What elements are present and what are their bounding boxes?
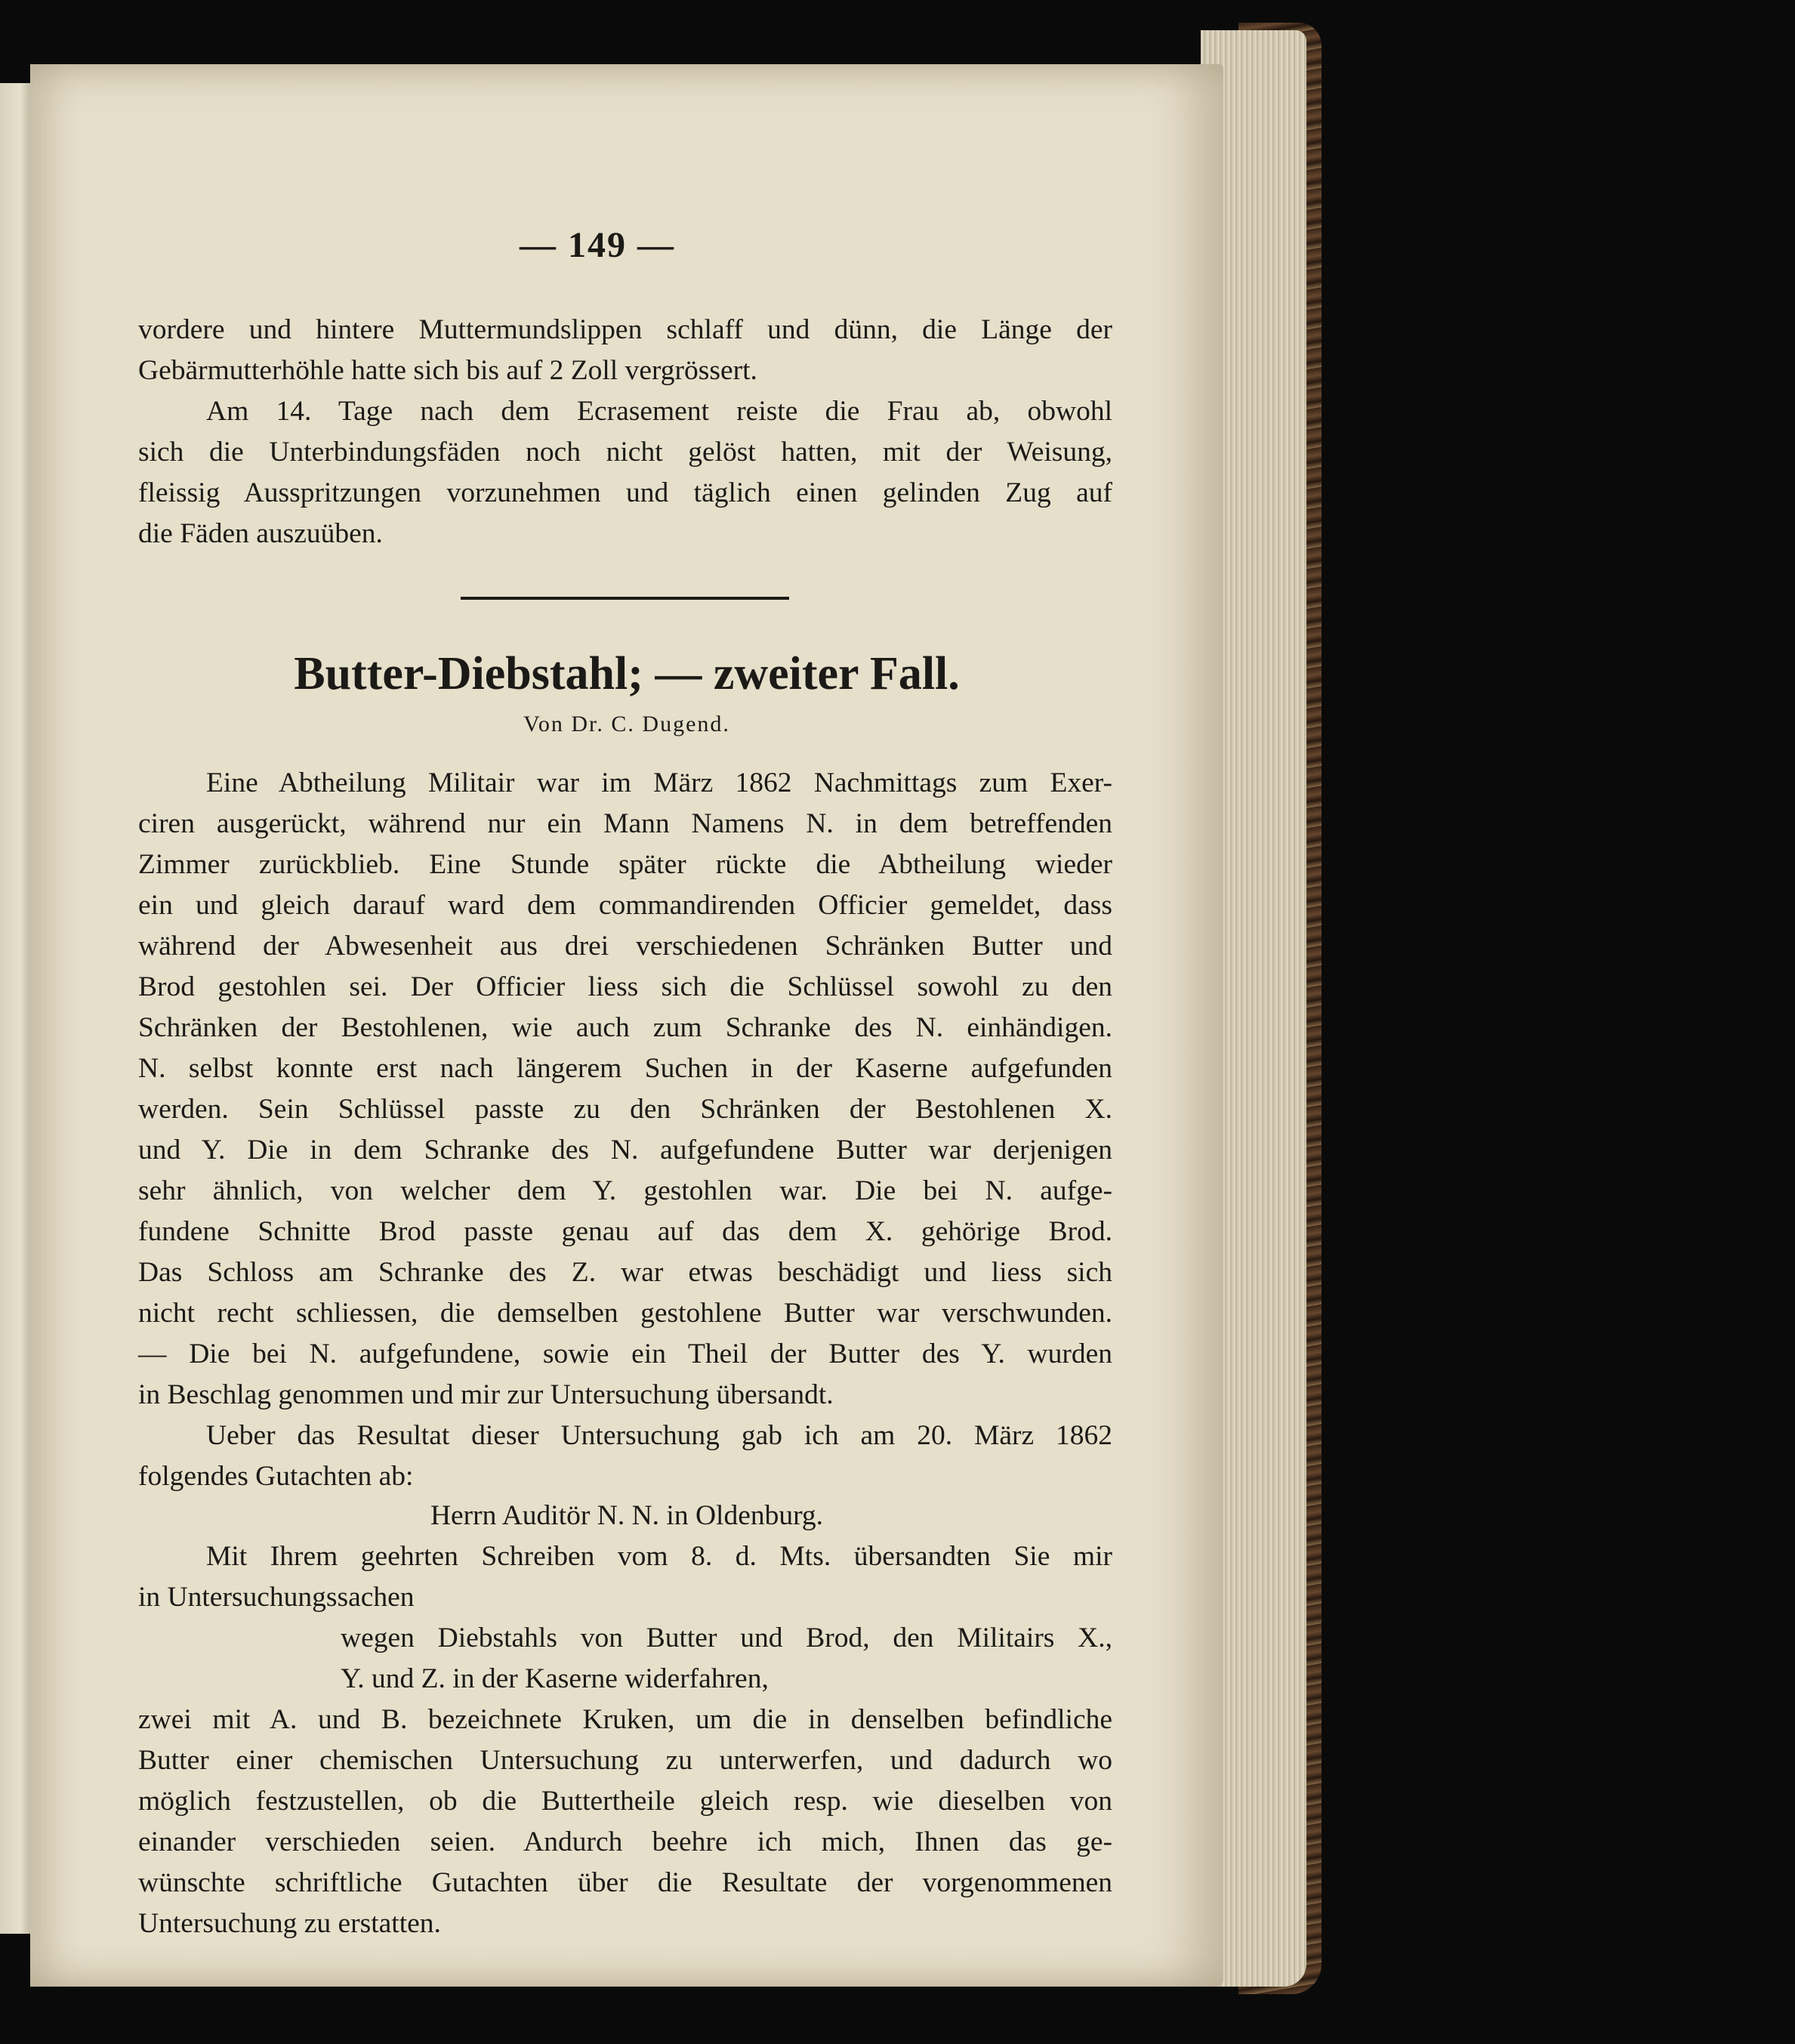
left-page-edge <box>0 83 33 1934</box>
text-line: zwei mit A. und B. bezeichnete Kruken, um die in denselben befindliche <box>138 1704 1112 1735</box>
text-line: sich die Unterbindungsfäden noch nicht gelöst hatten, mit der Weisung, <box>138 437 1112 468</box>
text-line: fundene Schnitte Brod passte genau auf das dem X. gehörige Brod. <box>138 1216 1112 1247</box>
page-number: — 149 — <box>520 225 675 265</box>
text-line: die Fäden auszuüben. <box>138 518 383 549</box>
text-line: Schränken der Bestohlenen, wie auch zum Schranke des N. einhändigen. <box>138 1012 1112 1043</box>
text-line: während der Abwesenheit aus drei verschiedenen Schränken Butter und <box>138 931 1112 962</box>
text-line: sehr ähnlich, von welcher dem Y. gestohlen war. Die bei N. aufge- <box>138 1175 1112 1206</box>
text-line: ciren ausgerückt, während nur ein Mann Namens N. in dem betreffenden <box>138 808 1112 839</box>
text-line: wünschte schriftliche Gutachten über die Resultate der vorgenommenen <box>138 1867 1112 1898</box>
text-line: Eine Abtheilung Militair war im März 1862 Nachmittags zum Exer- <box>206 767 1112 798</box>
text-line: in Untersuchungssachen <box>138 1582 415 1613</box>
text-line: einander verschieden seien. Andurch beehre ich mich, Ihnen das ge- <box>138 1826 1112 1857</box>
text-line: fleissig Ausspritzungen vorzunehmen und täglich einen gelinden Zug auf <box>138 477 1112 508</box>
text-line: vordere und hintere Muttermundslippen schlaff und dünn, die Länge der <box>138 314 1112 345</box>
text-line: Am 14. Tage nach dem Ecrasement reiste die Frau ab, obwohl <box>206 396 1112 427</box>
text-line: ein und gleich darauf ward dem commandirenden Officier gemeldet, dass <box>138 890 1112 921</box>
letter-address: Herrn Auditör N. N. in Oldenburg. <box>430 1500 824 1531</box>
text-line: Untersuchung zu erstatten. <box>138 1908 441 1939</box>
text-line: N. selbst konnte erst nach längerem Suchen in der Kaserne aufgefunden <box>138 1053 1112 1084</box>
text-line: nicht recht schliessen, die demselben gestohlene Butter war verschwunden. <box>138 1298 1112 1329</box>
text-line: möglich festzustellen, ob die Buttertheile gleich resp. wie dieselben von <box>138 1786 1112 1817</box>
text-line: Brod gestohlen sei. Der Officier liess sich die Schlüssel sowohl zu den <box>138 971 1112 1002</box>
text-line: Ueber das Resultat dieser Untersuchung gab ich am 20. März 1862 <box>206 1420 1112 1451</box>
text-line: Y. und Z. in der Kaserne widerfahren, <box>341 1663 769 1694</box>
text-line: in Beschlag genommen und mir zur Untersuchung übersandt. <box>138 1379 834 1410</box>
text-line: Mit Ihrem geehrten Schreiben vom 8. d. Mts. übersandten Sie mir <box>206 1541 1112 1572</box>
text-line: wegen Diebstahls von Butter und Brod, den Militairs X., <box>341 1623 1112 1653</box>
text-line: Butter einer chemischen Untersuchung zu unterwerfen, und dadurch wo <box>138 1745 1112 1776</box>
text-line: — Die bei N. aufgefundene, sowie ein Theil der Butter des Y. wurden <box>138 1338 1112 1369</box>
text-line: werden. Sein Schlüssel passte zu den Schränken der Bestohlenen X. <box>138 1094 1112 1125</box>
book-page <box>30 64 1223 1987</box>
text-line: Das Schloss am Schranke des Z. war etwas beschädigt und liess sich <box>138 1257 1112 1288</box>
section-divider <box>461 597 789 600</box>
text-line: Zimmer zurückblieb. Eine Stunde später rückte die Abtheilung wieder <box>138 849 1112 880</box>
article-title: Butter-Diebstahl; — zweiter Fall. <box>294 648 960 699</box>
text-line: Gebärmutterhöhle hatte sich bis auf 2 Zoll vergrössert. <box>138 355 757 386</box>
text-line: folgendes Gutachten ab: <box>138 1461 414 1492</box>
article-byline: Von Dr. C. Dugend. <box>523 712 730 736</box>
text-line: und Y. Die in dem Schranke des N. aufgefundene Butter war derjenigen <box>138 1135 1112 1166</box>
